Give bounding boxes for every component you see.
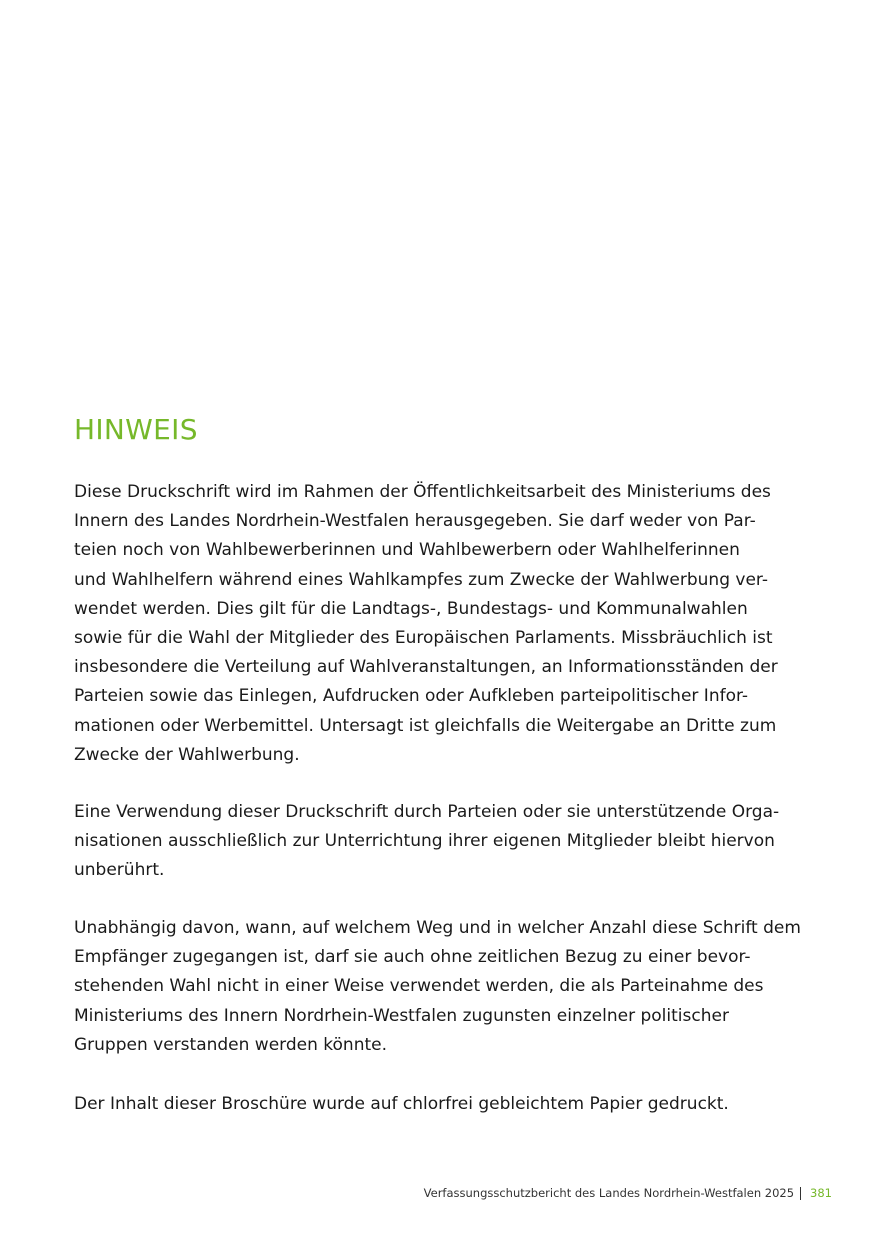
text-line: wendet werden. Dies gilt für die Landtags-, Bundestags- und Kommunalwahlen [74,598,748,619]
text-line: Gruppen verstanden werden könnte. [74,1034,388,1055]
text-line: Der Inhalt dieser Broschüre wurde auf chlorfrei gebleichtem Papier gedruckt. [74,1094,729,1114]
text-line: nisationen ausschließlich zur Unterrichtung ihrer eigenen Mitglieder bleibt hiervon [74,831,775,852]
text-line: Diese Druckschrift wird im Rahmen der Öffentlichkeitsarbeit des Ministeriums des [74,482,771,502]
text-line: Eine Verwendung dieser Druckschrift durch Parteien oder sie unterstützende Orga- [74,802,780,822]
footer-title: Verfassungsschutzbericht des Landes Nordrhein-Westfalen 2025 [423,1186,795,1200]
paragraph-neutrality [74,914,801,1060]
text-line: sowie für die Wahl der Mitglieder des Europäischen Parlaments. Missbräuchlich ist [74,628,773,649]
text-line: Unabhängig davon, wann, auf welchem Weg und in welcher Anzahl diese Schrift dem [74,918,801,938]
text-line: unberührt. [74,860,165,881]
paragraph-paper [74,1090,729,1119]
paragraph-notice [74,478,778,770]
text-line: und Wahlhelfern während eines Wahlkampfes zum Zwecke der Wahlwerbung ver- [74,569,768,590]
text-line: mationen oder Werbemittel. Untersagt ist gleichfalls die Weitergabe an Dritte zum [74,715,777,736]
text-line: Ministeriums des Innern Nordrhein-Westfalen zugunsten einzelner politischer [74,1005,729,1026]
paragraph-party-use [74,798,779,886]
text-line: teien noch von Wahlbewerberinnen und Wahlbewerbern oder Wahlhelferinnen [74,540,740,561]
page-heading: HINWEIS [74,413,198,446]
page-number: 381 [810,1186,832,1200]
text-line: insbesondere die Verteilung auf Wahlveranstaltungen, an Informationsständen der [74,657,778,678]
text-line: Parteien sowie das Einlegen, Aufdrucken oder Aufkleben parteipolitischer Infor- [74,686,749,707]
footer-divider [800,1187,801,1200]
text-line: Empfänger zugegangen ist, darf sie auch ohne zeitlichen Bezug zu einer bevor- [74,947,751,968]
text-line: Zwecke der Wahlwerbung. [74,744,300,765]
page-footer [424,1186,832,1200]
text-line: stehenden Wahl nicht in einer Weise verwendet werden, die als Parteinahme des [74,976,764,997]
text-line: Innern des Landes Nordrhein-Westfalen herausgegeben. Sie darf weder von Par- [74,511,756,532]
